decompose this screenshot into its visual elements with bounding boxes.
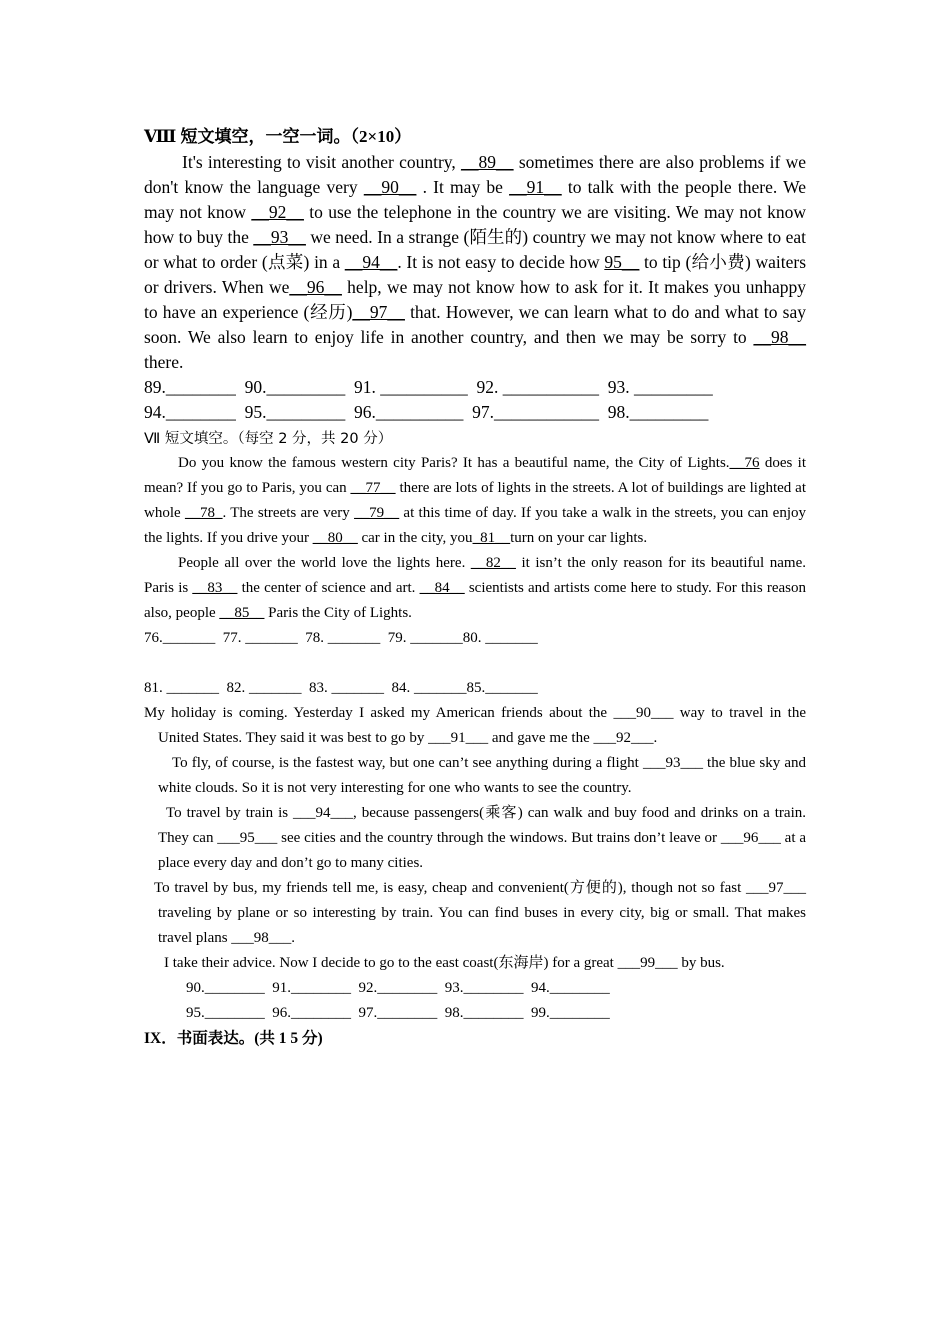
blank-85[interactable]: __85__: [219, 605, 265, 621]
blank-97[interactable]: __97__: [352, 302, 405, 322]
section-8-answer-row-1[interactable]: 89.________ 90._________ 91. __________ 92. ___________ 93. _________: [144, 377, 713, 397]
blank-92[interactable]: __92__: [251, 202, 304, 222]
worksheet-page: [144, 120, 806, 1051]
blank-80[interactable]: __80__: [312, 530, 358, 546]
blank-90[interactable]: __90__: [363, 177, 417, 197]
blank-89[interactable]: __89__: [461, 152, 514, 172]
blank-81[interactable]: _81__: [472, 530, 511, 546]
section-7-paragraph-1: Do you know the famous western city Paris? It has a beautiful name, the City of Lights.__76 does it mean? If you go to Paris, you can __77__ there are lots of lights in the streets. A lot of buildings are lighted at whole __78_. The streets are very __79__ at this time of day. If you take a walk in the streets, you can enjoy the lights. If you drive your __80__ car in the city, you_81__turn on your car lights.: [144, 455, 807, 546]
holiday-answer-row-1[interactable]: 90.________ 91.________ 92.________ 93.________ 94.________: [186, 980, 610, 996]
section-8-answer-row-2[interactable]: 94.________ 95._________ 96.__________ 97.____________ 98._________: [144, 402, 709, 422]
spacer: [144, 651, 806, 676]
section-7-title: Ⅶ 短文填空。（每空 2 分，共 20 分）: [144, 431, 393, 447]
blank-94[interactable]: __94__: [344, 252, 398, 272]
section-8-title: Ⅷ 短文填空，一空一词。（2×10）: [144, 127, 412, 146]
blank-78[interactable]: __78_: [184, 505, 223, 521]
blank-82[interactable]: __82__: [470, 555, 516, 571]
blank-84[interactable]: __84__: [419, 580, 465, 596]
holiday-answer-row-2[interactable]: 95.________ 96.________ 97.________ 98.________ 99.________: [186, 1005, 610, 1021]
blank-93[interactable]: __93__: [253, 227, 306, 247]
holiday-paragraph-5: I take their advice. Now I decide to go to the east coast(东海岸) for a great ___99___ by bus.: [164, 955, 725, 971]
holiday-paragraph-3: To travel by train is ___94___, because passengers(乘客) can walk and buy food and drinks on a train. They can ___95___ see cities and the country through the windows. But trains don’t leave or ___96___ at a place every day and don’t go to many cities.: [158, 805, 806, 871]
section-7-paragraph-2: People all over the world love the lights here. __82__ it isn’t the only reason for its beautiful name. Paris is __83__ the center of science and art. __84__ scientists and artists come here to study. For this reason also, people __85__ Paris the City of Lights.: [144, 555, 807, 621]
blank-76[interactable]: __76: [729, 455, 760, 471]
holiday-paragraph-4: To travel by bus, my friends tell me, is easy, cheap and convenient(方便的), though not so fast ___97___ traveling by plane or so interesting by train. You can find buses in every city, big or small. That makes travel plans ___98___.: [154, 880, 806, 946]
blank-83[interactable]: __83__: [192, 580, 238, 596]
section-7-answer-row-2[interactable]: 81. _______ 82. _______ 83. _______ 84. _______85._______: [144, 680, 538, 696]
blank-77[interactable]: __77__: [350, 480, 396, 496]
blank-98[interactable]: __98__: [753, 327, 806, 347]
holiday-paragraph-2: To fly, of course, is the fastest way, but one can’t see anything during a flight ___93___ the blue sky and white clouds. So it is not very interesting for one who wants to see the country.: [158, 755, 806, 796]
section-8-passage: It's interesting to visit another country, __89__ sometimes there are also problems if we don't know the language very __90__ . It may be __91__ to talk with the people there. We may not know __92__ to use the telephone in the country we are visiting. We may not know how to buy the __93__ we need. In a strange (陌生的) country we may not know where to eat or what to order (点菜) in a __94__. It is not easy to decide how 95__ to tip (给小费) waiters or drivers. When we__96__ help, we may not know how to ask for it. It makes you unhappy to have an experience (经历)__97__ that. However, we can learn what to do and what to say soon. We also learn to enjoy life in another country, and then we may be sorry to __98__ there.: [144, 152, 807, 372]
holiday-paragraph-1: My holiday is coming. Yesterday I asked my American friends about the ___90___ way to travel in the United States. They said it was best to go by ___91___ and gave me the ___92___.: [144, 705, 806, 746]
blank-91[interactable]: __91__: [509, 177, 562, 197]
section-9-title: IX．书面表达。(共 1 5 分): [144, 1030, 323, 1047]
blank-79[interactable]: __79__: [354, 505, 400, 521]
blank-95[interactable]: 95__: [604, 252, 640, 272]
blank-96[interactable]: __96__: [289, 277, 342, 297]
section-7-answer-row-1[interactable]: 76._______ 77. _______ 78. _______ 79. _______80. _______: [144, 630, 538, 646]
